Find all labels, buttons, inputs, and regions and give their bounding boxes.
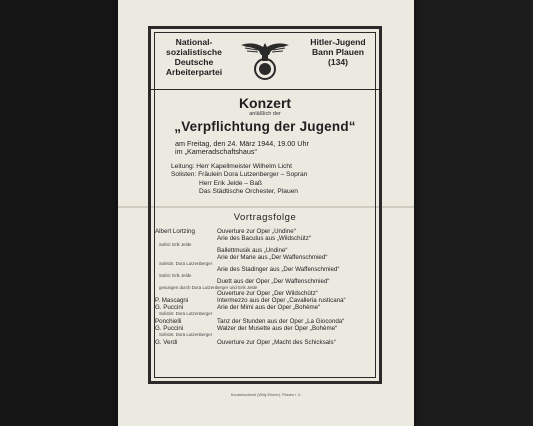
program-item (155, 235, 377, 247)
program-list (155, 228, 377, 346)
program-item (155, 266, 377, 278)
credit-line: Herr Erik Jelde – Baß (199, 179, 263, 187)
soloist-note: Solist: Erik Jelde (159, 273, 192, 278)
composer: Ponchielli (155, 318, 182, 325)
credit-line: Leitung: Herr Kapellmeister Wilhelm Licht (171, 163, 292, 170)
work-title: Intermezzo aus der Oper „Cavalleria rusticana“ (217, 297, 346, 304)
work-title: Arie des Stadinger aus „Der Waffenschmied“ (217, 266, 340, 273)
concert-programme-sheet (118, 0, 414, 426)
soloist-note: gesungen durch Dora Lutzenberger und Erik Jelde (159, 285, 258, 290)
composer: G. Puccini (155, 325, 184, 332)
soloist-note: Solistin: Dora Lutzenberger (159, 332, 213, 337)
credit-line: Solisten: Fräulein Dora Lutzenberger – Sopran (171, 171, 308, 179)
date-line: am Freitag, den 24. März 1944, 19.00 Uhr (175, 139, 309, 148)
programme-frame (148, 26, 382, 384)
program-item (155, 247, 377, 254)
credit-line: Das Städtische Orchester, Plauen (199, 188, 298, 196)
program-item (155, 297, 377, 304)
soloist-note: Solistin: Dora Lutzenberger (159, 261, 213, 266)
work-title: Arie der Mimi aus der Oper „Bohème“ (217, 304, 321, 311)
printer-imprint: Kunstdruckerei (Willy Ehmer), Plauen i. V. (230, 393, 302, 397)
work-title: Tanz der Stunden aus der Oper „La Gioconda“ (217, 318, 345, 325)
program-item (155, 228, 377, 235)
work-title: Arie des Baculus aus „Wildschütz“ (217, 235, 311, 242)
concert-title: Konzert (238, 95, 292, 111)
work-title: Ballettmusik aus „Undine“ (217, 247, 288, 254)
work-title: Ouverture zur Oper „Macht des Schicksals“ (217, 339, 336, 346)
work-title: Walzer der Musette aus der Oper „Bohème“ (217, 325, 338, 332)
composer: Albert Lortzing (155, 228, 195, 235)
background-left (0, 0, 118, 426)
soloist-note: Solistin: Dora Lutzenberger (159, 311, 213, 316)
date-venue-block (175, 140, 309, 157)
composer: G. Puccini (155, 304, 184, 311)
header-left-party: National- sozialistische Deutsche Arbeiterpartei (165, 37, 223, 77)
occasion-text: anläßlich der (249, 111, 281, 117)
composer: P. Mascagni (155, 297, 189, 304)
event-name: „Verpflichtung der Jugend“ (174, 119, 356, 134)
program-item (155, 339, 377, 346)
eagle-emblem-icon (239, 35, 291, 81)
program-heading: Vortragsfolge (233, 212, 297, 223)
work-title: Duett aus der Oper „Der Waffenschmied“ (217, 278, 330, 285)
work-title: Ouverture zur Oper „Undine“ (217, 228, 296, 235)
program-item (155, 278, 377, 290)
venue-line: im „Kameradschaftshaus“ (175, 147, 257, 157)
program-item (155, 290, 377, 297)
work-title: Ouverture zur Oper „Der Wildschütz“ (217, 290, 318, 297)
header-divider (151, 89, 379, 90)
credits-block (171, 163, 307, 197)
program-item (155, 304, 377, 316)
program-item (155, 325, 377, 337)
program-item (155, 318, 377, 325)
header-right-hitlerjugend: Hitler-Jugend Bann Plauen (134) (310, 37, 366, 67)
composer: G. Verdi (155, 339, 178, 346)
soloist-note: Solist: Erik Jelde (159, 242, 192, 247)
program-item (155, 254, 377, 266)
work-title: Arie der Marie aus „Der Waffenschmied“ (217, 254, 328, 261)
